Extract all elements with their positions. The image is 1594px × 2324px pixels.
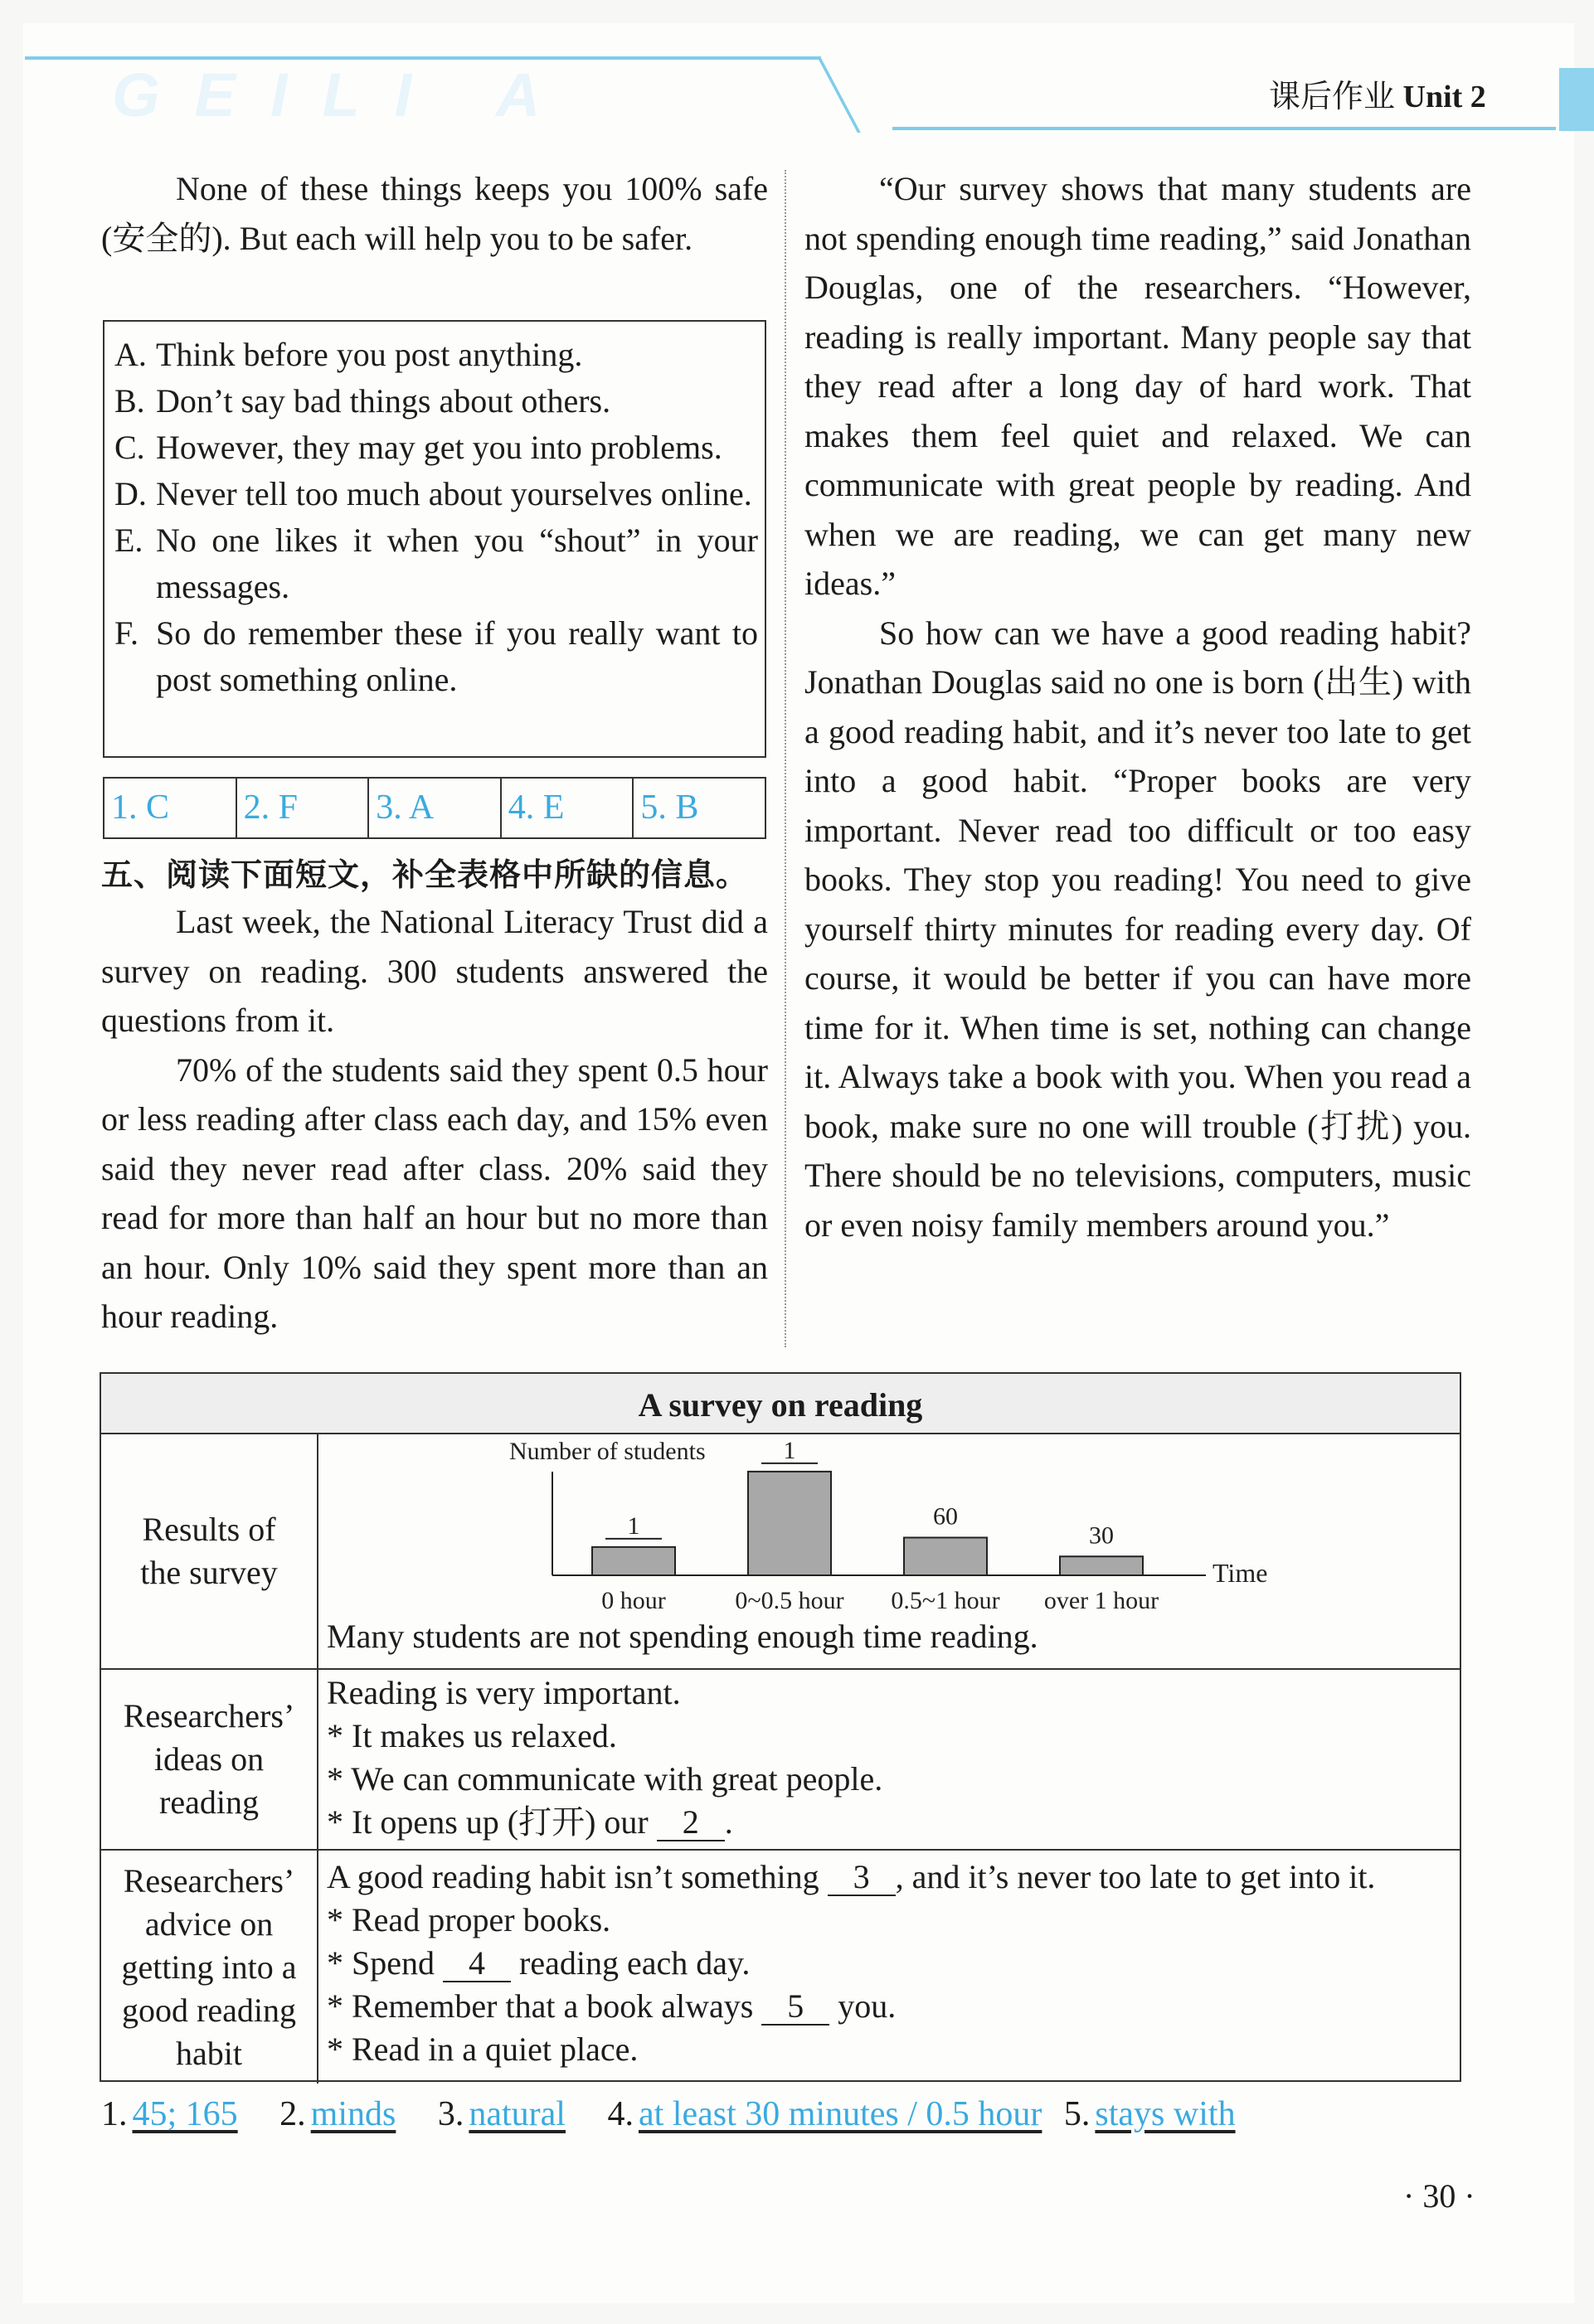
data-label: 1 (783, 1436, 796, 1464)
row-label (101, 1434, 318, 1668)
key-answer: stays with (1095, 2095, 1236, 2133)
blank-4[interactable]: 4 (443, 1946, 511, 1982)
column-divider (785, 170, 786, 1347)
key-answer: 45; 165 (132, 2095, 238, 2133)
option-key: A. (114, 336, 147, 373)
option-key: F. (114, 614, 139, 652)
x-tick-label: 0~0.5 hour (735, 1587, 844, 1614)
row-label-text: Results of the survey (140, 1511, 278, 1591)
idea-line: * We can communicate with great people. (327, 1760, 883, 1798)
data-label: 30 (1089, 1521, 1114, 1550)
x-axis-label: Time (1213, 1558, 1268, 1588)
option-text: However, they may get you into problems. (156, 429, 722, 466)
line-text: * It opens up (打开) our (327, 1803, 657, 1841)
option-item (114, 517, 758, 610)
option-key: D. (114, 475, 147, 512)
x-tick-label: over 1 hour (1043, 1587, 1159, 1614)
advice-line (327, 1856, 1451, 1899)
passage-paragraph: Last week, the National Literacy Trust did a survey on reading. 300 students answered the questions from it. (101, 903, 768, 1039)
bar-1 (748, 1472, 831, 1575)
survey-row-ideas (101, 1670, 1460, 1851)
blank-3[interactable]: 3 (828, 1860, 896, 1896)
line-text: you. (829, 1987, 897, 2025)
answer-cell: 5. B (640, 788, 699, 827)
results-summary: Many students are not spending enough time reading. (327, 1618, 1038, 1655)
option-item (114, 471, 758, 517)
passage-paragraph: So how can we have a good reading habit? Jonathan Douglas said no one is born (出生) with a good reading habit, and it’s never too late to get into a good habit. “Proper books are very important. Never read too difficult or too easy books. They stop you reading! You need to give yourself thirty minutes for reading every day. Of course, it would be better if you can have more time for it. When time is set, nothing can change it. Always take a book with you. When you read a book, make sure no one will trouble (打扰) you. There should be no televisions, computers, music or even noisy family members around you.” (804, 614, 1471, 1244)
advice-content (327, 1856, 1451, 2071)
option-item (114, 425, 758, 471)
header-title-cn: 课后作业 (1269, 80, 1396, 114)
answer-row (103, 777, 766, 839)
header-unit: Unit 2 (1402, 80, 1486, 114)
page-header-title (1269, 70, 1486, 116)
survey-row-results (101, 1434, 1460, 1670)
option-key: C. (114, 429, 145, 466)
row-label (101, 1851, 318, 2084)
left-passage (101, 897, 768, 1342)
key-number: 2. (279, 2095, 306, 2133)
line-text: reading each day. (511, 1944, 751, 1982)
idea-line: * It makes us relaxed. (327, 1717, 617, 1754)
answer-cell: 2. F (237, 779, 370, 837)
option-item (114, 332, 758, 378)
bar-3 (1060, 1556, 1143, 1575)
option-key: E. (114, 522, 143, 559)
option-text: Never tell too much about yourselves online. (156, 475, 752, 512)
survey-table (100, 1372, 1461, 2082)
header-rule-left (25, 56, 821, 60)
bar-chart (318, 1434, 1594, 1633)
idea-line: Reading is very important. (327, 1674, 681, 1711)
key-answer: at least 30 minutes / 0.5 hour (638, 2095, 1042, 2133)
right-column (804, 164, 1471, 1249)
passage-paragraph: “Our survey shows that many students are not spending enough time reading,” said Jonathan Douglas, one of the researchers. “However, reading is really important. Many people say that they read after a long day of hard work. That makes them feel quiet and relaxed. We can communicate with great people by reading. And when we are reading, we can get many new ideas.” (804, 170, 1471, 602)
option-text: No one likes it when you “shout” in your messages. (156, 522, 758, 605)
y-axis-label: Number of students (509, 1438, 706, 1465)
option-key: B. (114, 382, 145, 420)
data-label: 60 (933, 1502, 958, 1531)
advice-line: * Read in a quiet place. (327, 2030, 639, 2068)
data-label: 1 (627, 1511, 640, 1540)
bar-2 (904, 1538, 987, 1576)
option-text: Don’t say bad things about others. (156, 382, 611, 420)
answer-cell: 4. E (502, 779, 634, 837)
blank-2[interactable]: 2 (657, 1805, 725, 1841)
header-rule-right (892, 127, 1556, 130)
row-label (101, 1670, 318, 1849)
option-item (114, 378, 758, 425)
bar-0 (592, 1547, 675, 1575)
header-tab-marker (1559, 68, 1594, 131)
row-label-text: Researchers’ ideas on reading (123, 1697, 295, 1821)
passage-paragraph: 70% of the students said they spent 0.5 hour or less reading after class each day, and 15% even said they never read after class. 20% said they read for more than half an hour but no more than an hour. Only 10% said they spent more than an hour reading. (101, 1050, 768, 1335)
answer-cell: 3. A (369, 779, 502, 837)
page-number: · 30 · (1403, 2177, 1475, 2215)
section-title: 五、阅读下面短文，补全表格中所缺的信息。 (101, 856, 749, 893)
key-answer: natural (469, 2095, 566, 2133)
idea-line (327, 1801, 1451, 1844)
line-text: . (724, 1803, 733, 1841)
left-column (101, 164, 768, 263)
answer-cell: 1. C (104, 779, 237, 837)
option-text: Think before you post anything. (156, 336, 583, 373)
option-text: So do remember these if you really want to post something online. (156, 614, 758, 698)
intro-paragraph: None of these things keeps you 100% safe (安全的). But each will help you to be safer. (101, 170, 768, 257)
advice-line (327, 1942, 1451, 1985)
option-item (114, 610, 758, 703)
key-number: 3. (437, 2095, 464, 2133)
key-answer: minds (310, 2095, 396, 2133)
key-number: 4. (607, 2095, 634, 2133)
line-text: * Remember that a book always (327, 1987, 762, 2025)
survey-title: A survey on reading (101, 1374, 1460, 1434)
row-label-text: Researchers’ advice on getting into a good reading habit (121, 1861, 297, 2072)
blank-5[interactable]: 5 (761, 1989, 829, 2026)
ideas-content (327, 1671, 1451, 1844)
advice-line (327, 1985, 1451, 2028)
advice-line: * Read proper books. (327, 1901, 611, 1938)
line-text: , and it’s never too late to get into it. (895, 1858, 1376, 1895)
key-number: 5. (1063, 2095, 1091, 2133)
x-tick-label: 0.5~1 hour (891, 1587, 1000, 1614)
survey-row-advice (101, 1851, 1460, 2084)
x-tick-label: 0 hour (601, 1587, 666, 1614)
options-box (103, 320, 766, 758)
key-number: 1. (101, 2095, 128, 2133)
brand-logo: GEILI A (112, 61, 576, 129)
answer-key (101, 2089, 1269, 2139)
line-text: A good reading habit isn’t something (327, 1858, 828, 1895)
line-text: * Spend (327, 1944, 443, 1982)
